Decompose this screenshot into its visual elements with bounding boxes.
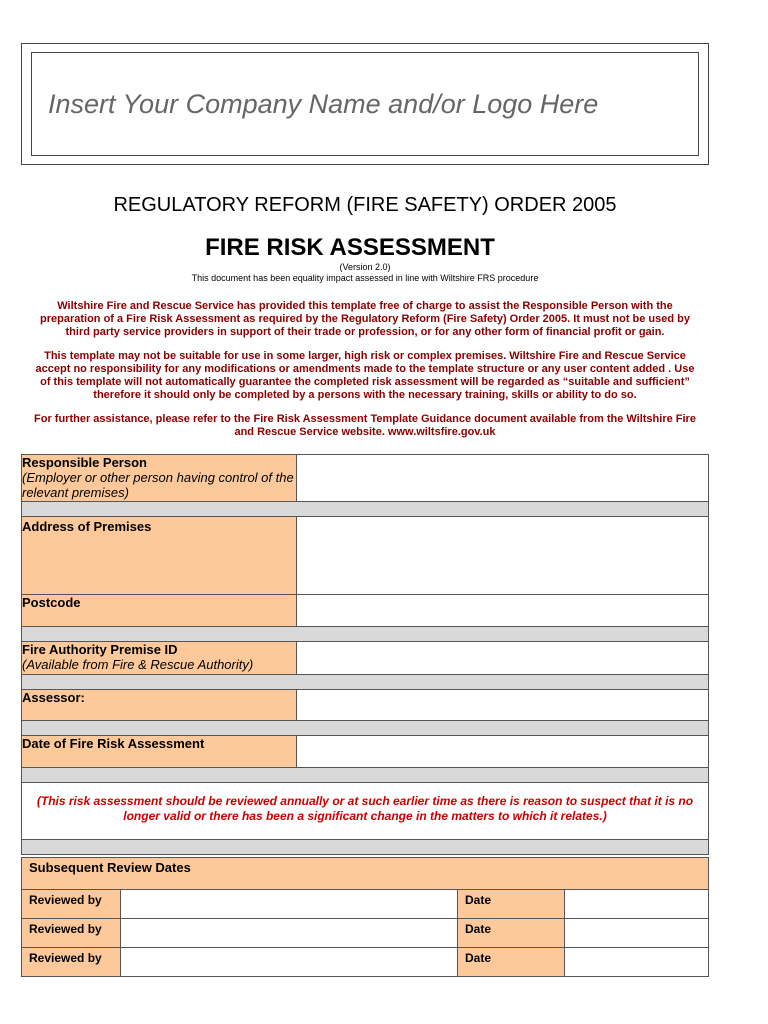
review-heading: Subsequent Review Dates — [22, 858, 709, 890]
separator-row — [22, 675, 709, 690]
address-label-cell — [22, 517, 297, 595]
details-table — [21, 454, 709, 855]
review-date-field[interactable] — [565, 890, 709, 919]
reviewed-by-field[interactable] — [121, 948, 458, 977]
assessor-label: Assessor: — [22, 690, 85, 705]
logo-placeholder: Insert Your Company Name and/or Logo Here — [48, 88, 599, 119]
review-date-label: Date — [458, 948, 565, 977]
separator-row — [22, 768, 709, 783]
assessment-date-label: Date of Fire Risk Assessment — [22, 736, 205, 751]
assessor-field[interactable] — [297, 690, 709, 721]
separator-row — [22, 721, 709, 736]
premise-id-field[interactable] — [297, 642, 709, 675]
reviewed-by-field[interactable] — [121, 919, 458, 948]
assessor-row — [22, 690, 709, 721]
review-table — [21, 857, 709, 977]
review-date-field[interactable] — [565, 919, 709, 948]
review-row — [22, 919, 709, 948]
notice-row — [22, 783, 709, 840]
review-notice: (This risk assessment should be reviewed annually or at such earlier time as there is reason to suspect that it is no longer valid or there has been a significant change in the matters to which it relates.) — [36, 794, 694, 823]
separator-row — [22, 627, 709, 642]
assessment-date-label-cell — [22, 736, 297, 768]
review-row — [22, 890, 709, 919]
review-date-label: Date — [458, 890, 565, 919]
notice-cell — [22, 783, 709, 840]
premise-id-note: (Available from Fire & Rescue Authority) — [22, 657, 254, 672]
address-label: Address of Premises — [22, 519, 152, 534]
address-row — [22, 517, 709, 595]
order-title: REGULATORY REFORM (FIRE SAFETY) ORDER 2005 — [113, 194, 617, 216]
reviewed-by-label: Reviewed by — [22, 919, 121, 948]
responsible-person-label: Responsible Person — [22, 455, 147, 470]
review-heading-row — [22, 858, 709, 890]
version-text: (Version 2.0) — [339, 262, 391, 272]
logo-inner-box — [31, 52, 699, 156]
assessment-title: FIRE RISK ASSESSMENT — [205, 234, 495, 261]
postcode-field[interactable] — [297, 595, 709, 627]
disclaimer-paragraph: This template may not be suitable for use in some larger, high risk or complex premises. Wiltshire Fire and Rescue Service accept no responsibility for any modifications or amendments made to the template structure or any user content added . Use of this template will not automatically guarantee the completed risk assessment will be regarded as “suitable and sufficient” therefore it should only be completed by a persons with the necessary training, skills or ability to do so. — [35, 350, 695, 401]
reviewed-by-field[interactable] — [121, 890, 458, 919]
assessor-label-cell — [22, 690, 297, 721]
address-field[interactable] — [297, 517, 709, 595]
postcode-label: Postcode — [22, 595, 81, 610]
premise-id-label-cell — [22, 642, 297, 675]
reviewed-by-label: Reviewed by — [22, 890, 121, 919]
responsible-person-label-cell — [22, 455, 297, 502]
responsible-person-note: (Employer or other person having control of the relevant premises) — [22, 470, 294, 500]
equality-text: This document has been equality impact assessed in line with Wiltshire FRS procedure — [191, 273, 539, 283]
review-date-field[interactable] — [565, 948, 709, 977]
premise-id-row — [22, 642, 709, 675]
usage-paragraph: Wiltshire Fire and Rescue Service has provided this template free of charge to assist the Responsible Person with the preparation of a Fire Risk Assessment as required by the Regulatory Reform (Fire Safety) Order 2005. It must not be used by third party service providers in support of their trade or profession, or for any other form of financial profit or gain. — [40, 300, 690, 338]
postcode-row — [22, 595, 709, 627]
responsible-person-field[interactable] — [297, 455, 709, 502]
premise-id-label: Fire Authority Premise ID — [22, 642, 178, 657]
assessment-date-row — [22, 736, 709, 768]
logo-box — [21, 43, 709, 165]
responsible-person-row — [22, 455, 709, 502]
postcode-label-cell — [22, 595, 297, 627]
separator-row — [22, 840, 709, 855]
separator-row — [22, 502, 709, 517]
review-date-label: Date — [458, 919, 565, 948]
reviewed-by-label: Reviewed by — [22, 948, 121, 977]
review-row — [22, 948, 709, 977]
assessment-date-field[interactable] — [297, 736, 709, 768]
assistance-paragraph: For further assistance, please refer to the Fire Risk Assessment Template Guidance document available from the Wiltshire Fire and Rescue Service website. www.wiltsfire.gov.uk — [34, 413, 696, 438]
